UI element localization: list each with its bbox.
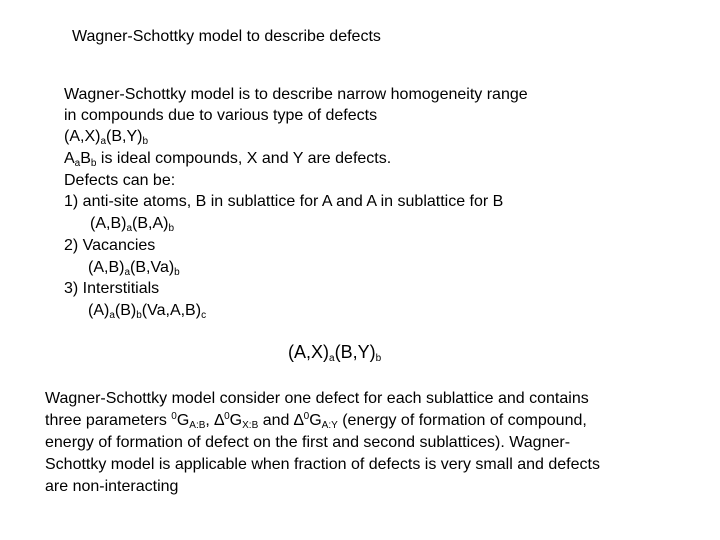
intro-line-1: Wagner-Schottky model is to describe narrow homogeneity range <box>64 86 528 103</box>
conclusion-line-1: Wagner-Schottky model consider one defect for each sublattice and contains <box>45 390 589 407</box>
conclusion-line-4: Schottky model is applicable when fraction of defects is very small and defects <box>45 456 600 473</box>
page-title: Wagner-Schottky model to describe defects <box>72 28 381 45</box>
item-3-formula: $(A)_a(B)_b(Va,A,B)_c$ <box>88 302 207 321</box>
delta-symbol: ∆ <box>293 412 304 429</box>
delta-symbol: ∆ <box>214 412 225 429</box>
general-formula: $(A,X)_a(B,Y)_b$ <box>64 128 149 147</box>
item-2-formula: $(A,B)_a(B,Va)_b$ <box>88 259 180 278</box>
item-3-text: 3) Interstitials <box>64 280 160 297</box>
item-1-text: 1) anti-site atoms, B in sublattice for A and A in sublattice for B <box>64 193 504 210</box>
defects-header: Defects can be: <box>64 172 176 189</box>
intro-line-2: in compounds due to various type of defects <box>64 107 378 124</box>
conclusion-line-5: are non-interacting <box>45 478 179 495</box>
conclusion-line-3: energy of formation of defect on the first and second sublattices). Wagner- <box>45 434 571 451</box>
ideal-compound-line: $A_aB_b$ is ideal compounds, X and Y are defects. <box>64 150 392 169</box>
conclusion-line-2: three parameters $^0G_{A:B}$, $\Delta^0G_{X:B}$ and $\Delta^0G_{A:Y}$ (energy of formation of compound, <box>45 411 587 431</box>
item-1-formula: $(A,B)_a(B,A)_b$ <box>90 215 175 234</box>
center-formula: $(A,X)_a(B,Y)_b$ <box>288 342 382 364</box>
item-2-text: 2) Vacancies <box>64 237 156 254</box>
